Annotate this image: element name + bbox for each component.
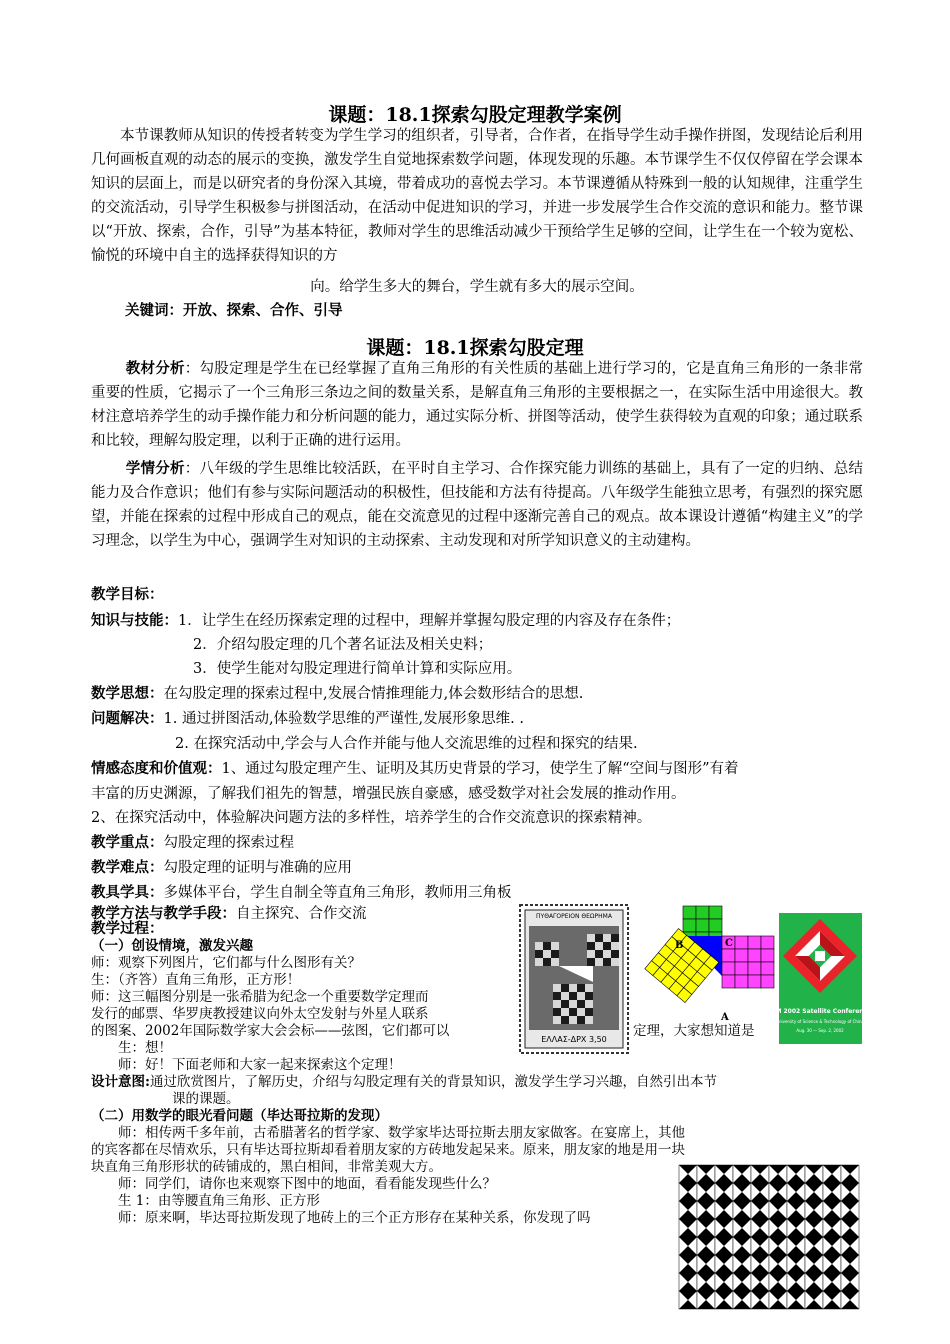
process-heading: 教学过程： (91, 920, 164, 937)
emotion-label: 情感态度和价值观： (91, 760, 222, 777)
label-c: C (725, 938, 733, 949)
stamp-square (577, 1008, 585, 1016)
stamp-square (535, 942, 543, 950)
student-text: ：八年级的学生思维比较活跃，在平时自主学习、合作探究能力训练的基础上，具有了一定的归纳、总结能力及合作意识；他们有参与实际问题活动的积极性，但技能和方法有待提高。八年级学生能独立思考，有强烈的探究愿望，并能在探索的过程中形成自己的观点，能在交流意见的过程中逐渐完善自己的观点。故本课设计遵循“构建主义”的学习理念，以学生为中心，强调学生对知识的主动探索、主动发现和对所学知识意义的主动建构。 (91, 461, 863, 549)
grid-cell (761, 975, 774, 988)
stamp-square (553, 1008, 561, 1016)
stamp-square (595, 942, 603, 950)
stamp-square (569, 984, 577, 992)
stamp-square (577, 1016, 585, 1024)
stamp-square (595, 934, 603, 942)
icm-line-3: Aug. 30 — Sep. 2, 2002 (796, 1028, 844, 1033)
diff-text: 勾股定理的证明与准确的应用 (163, 860, 352, 876)
stamp-square (611, 942, 619, 950)
intro-paragraph: 本节课教师从知识的传授者转变为学生学习的组织者，引导者，合作者，在指导学生动手操作拼图，发现结论后利用几何画板直观的动态的展示的变换，激发学生自觉地探索数学问题，体现发现的乐趣。本节课学生不仅仅停留在学会课本知识的层面上，而是以研究者的身份深入其境，带着成功的喜悦去学习。本节课遵循从特殊到一般的认知规律，注重学生的交流活动，引导学生积极参与拼图活动，在活动中促进知识的学习，并进一步发展学生合作交流的意识和能力。整节课以“开放、探索，合作，引导”为基本特征，教师对学生的思维活动减少干预给学生足够的空间，让学生在一个较为宽松、愉悦的环境中自主的选择获得知识的方 (91, 128, 863, 264)
dialog2-line-6: 师：原来啊，毕达哥拉斯发现了地砖上的三个正方形存在某种关系，你发现了吗 (118, 1210, 591, 1226)
grid-cell (735, 936, 748, 949)
stamp-square (561, 1000, 569, 1008)
dialog2-line-3: 块直角三角形形状的砖铺成的，黑白相间，非常美观大方。 (91, 1159, 442, 1175)
dialog1-line-6: 生：想！ (118, 1040, 172, 1056)
dialog2-line-1: 师：相传两千多年前，古希腊著名的哲学家、数学家毕达哥拉斯去朋友家做客。在宴席上，其他 (118, 1125, 685, 1141)
key-point-row (91, 832, 294, 854)
dialog1-line-4: 发行的邮票、华罗庚教授建议向外太空发射与外星人联系 (91, 1006, 429, 1022)
method-label: 教学方法与教学手段： (91, 905, 236, 922)
grid-cell (761, 936, 774, 949)
stamp-bottom-text: ΕΛΛΑΣ-ΔΡΧ 3,50 (541, 1035, 607, 1044)
dialog1-line-3: 师：这三幅图分别是一张希腊为纪念一个重要数学定理而 (91, 989, 429, 1005)
goals-heading: 教学目标： (91, 586, 164, 603)
stamp-square (611, 950, 619, 958)
floor-tile-pattern (679, 1165, 863, 1309)
stamp-square (603, 934, 611, 942)
grid-cell (709, 919, 722, 932)
material-text: ：勾股定理是学生在已经掌握了直角三角形的有关性质的基础上进行学习的，它是直角三角形的一条非常重要的性质，它揭示了一个三角形三条边之间的数量关系，是解直角三角形的主要根据之一，在实际生活中用途很大。教材注意培养学生的动手操作能力和分析问题的能力，通过实际分析、拼图等活动，使学生获得较为直观的印象；通过联系和比较，理解勾股定理，以利于正确的进行运用。 (91, 361, 863, 449)
stamp-square (585, 1000, 593, 1008)
emotion-row (91, 758, 739, 780)
stamp-square (595, 958, 603, 966)
tools-text: 多媒体平台，学生自制全等直角三角形，教师用三角板 (163, 885, 512, 901)
tools-label: 教具学具： (91, 884, 164, 901)
dialog1-line-5: 的图案、2002年国际数学家大会会标——弦图，它们都可以 (91, 1023, 450, 1039)
difficulty-row (91, 857, 352, 879)
knowledge-row (91, 610, 680, 632)
grid-cell (735, 975, 748, 988)
section1-heading: （一）创设情境，激发兴趣 (91, 938, 253, 954)
stamp-square (577, 992, 585, 1000)
grid-cell (696, 906, 709, 919)
math-label: 数学思想： (91, 685, 164, 702)
intro-last-line: 向。给学生多大的舞台，学生就有多大的展示空间。 (310, 279, 644, 295)
stamp-square (611, 958, 619, 966)
section2-heading: （二）用数学的眼光看问题（毕达哥拉斯的发现） (91, 1108, 388, 1124)
stamp-top-text: ΠΥΘΑΓΟΡΕΙΟΝ ΘΕΩΡΗΜΑ (536, 913, 612, 920)
stamp-square (535, 958, 543, 966)
dialog1-line-2: 生：（齐答）直角三角形，正方形！ (91, 972, 301, 988)
stamp-square (543, 950, 551, 958)
stamp-square (561, 992, 569, 1000)
stamp-square (603, 950, 611, 958)
problem-item-1: 1. 通过拼图活动,体验数学思维的严谨性,发展形象思维. . (163, 711, 524, 727)
grid-cell (722, 962, 735, 975)
grid-cell (748, 936, 761, 949)
stamp-square (551, 950, 559, 958)
design-label: 设计意图: (91, 1074, 150, 1090)
stamp-square (603, 958, 611, 966)
stamp-square (561, 1016, 569, 1024)
emotion-text-2: 丰富的历史渊源，了解我们祖先的智慧，增强民族自豪感，感受数学对社会发展的推动作用。 (91, 786, 686, 802)
diff-label: 教学难点： (91, 859, 164, 876)
grid-cell (709, 906, 722, 919)
grid-cell (748, 962, 761, 975)
grid-cell (722, 975, 735, 988)
stamp-square (543, 958, 551, 966)
stamp-square (553, 1000, 561, 1008)
pythagoras-squares-diagram (646, 906, 776, 1026)
tools-row (91, 882, 512, 904)
grid-cell (761, 949, 774, 962)
knowledge-item-3: 3．使学生能对勾股定理进行简单计算和实际应用。 (193, 661, 522, 677)
problem-label: 问题解决： (91, 710, 164, 727)
key-label: 教学重点： (91, 834, 164, 851)
main-title: 课题：18.1探索勾股定理教学案例 (328, 104, 622, 126)
stamp-square (577, 1000, 585, 1008)
student-label: 学情分析 (125, 460, 185, 477)
design-row (91, 1074, 717, 1091)
icm-2002-logo (768, 913, 872, 1044)
stamp-square (569, 992, 577, 1000)
stamp-square (553, 992, 561, 1000)
material-analysis (91, 357, 863, 453)
sub-title: 课题：18.1探索勾股定理 (366, 337, 584, 359)
math-thinking-row (91, 683, 583, 705)
dialog1-line-7: 师：好！下面老师和大家一起来探索这个定理！ (118, 1057, 402, 1073)
keywords: 关键词：开放、探索、合作、引导 (125, 302, 343, 319)
grid-cell (735, 949, 748, 962)
label-a: A (721, 1012, 729, 1023)
stamp-square (569, 1008, 577, 1016)
grid-cell (696, 919, 709, 932)
dialog1-line-5b: 定理，大家想知道是 (633, 1023, 755, 1039)
stamp-square (553, 1016, 561, 1024)
stamp-square (569, 1016, 577, 1024)
stamp-square (561, 984, 569, 992)
problem-row (91, 708, 524, 730)
icm-line-2: University of Science & Technology of China (776, 1019, 864, 1024)
stamp-square (585, 992, 593, 1000)
stamp-square (611, 934, 619, 942)
stamp-square (543, 942, 551, 950)
knowledge-label: 知识与技能： (91, 612, 178, 629)
stamp-square (551, 958, 559, 966)
math-text: 在勾股定理的探索过程中,发展合情推理能力,体会数形结合的思想. (163, 686, 584, 702)
dialog2-line-4: 师：同学们，请你也来观察下图中的地面，看看能发现些什么？ (118, 1176, 496, 1192)
stamp-square (561, 1008, 569, 1016)
stamp-square (577, 984, 585, 992)
stamp-square (585, 1016, 593, 1024)
stamp-square (569, 1000, 577, 1008)
student-analysis (91, 457, 863, 553)
stamp-square (535, 950, 543, 958)
grid-cell (748, 975, 761, 988)
grid-cell (748, 949, 761, 962)
emotion-text-1: 1、通过勾股定理产生、证明及其历史背景的学习，使学生了解“空间与图形”有着 (221, 761, 739, 777)
key-text: 勾股定理的探索过程 (163, 835, 294, 851)
stamp-square (587, 958, 595, 966)
stamp-square (553, 984, 561, 992)
knowledge-item-2: 2．介绍勾股定理的几个著名证法及相关史料； (193, 637, 493, 653)
material-label: 教材分析 (125, 360, 185, 377)
dialog1-line-1: 师：观察下列图片，它们都与什么图形有关？ (91, 955, 361, 971)
design-text-2: 课的课题。 (172, 1091, 240, 1107)
grid-cell (683, 919, 696, 932)
grid-cell (761, 962, 774, 975)
stamp-square (587, 950, 595, 958)
stamp-square (551, 942, 559, 950)
stamp-square (585, 984, 593, 992)
label-b: B (675, 940, 684, 951)
greek-stamp-image (519, 904, 629, 1054)
design-text-1: 通过欣赏图片，了解历史，介绍与勾股定理有关的背景知识，激发学生学习兴趣，自然引出本节 (149, 1074, 717, 1090)
problem-item-2: 2. 在探究活动中,学会与人合作并能与他人交流思维的过程和探究的结果. (175, 736, 638, 752)
stamp-square (587, 942, 595, 950)
dialog2-line-2: 的宾客都在尽情欢乐，只有毕达哥拉斯却看着朋友家的方砖地发起呆来。原来，朋友家的地是用一块 (91, 1142, 685, 1158)
dialog2-line-5: 生 1：由等腰直角三角形、正方形 (118, 1193, 320, 1209)
knowledge-item-1: 1．让学生在经历探索定理的过程中，理解并掌握勾股定理的内容及存在条件； (178, 613, 681, 629)
grid-cell (735, 962, 748, 975)
stamp-square (603, 942, 611, 950)
grid-cell (683, 906, 696, 919)
emotion-text-3: 2、在探究活动中，体验解决问题方法的多样性，培养学生的合作交流意识的探索精神。 (91, 810, 652, 826)
method-text: 自主探究、合作交流 (236, 906, 367, 922)
stamp-square (587, 934, 595, 942)
grid-cell (722, 949, 735, 962)
stamp-square (595, 950, 603, 958)
icm-line-1: ICM 2002 Satellite Conference (768, 1008, 872, 1015)
stamp-square (585, 1008, 593, 1016)
